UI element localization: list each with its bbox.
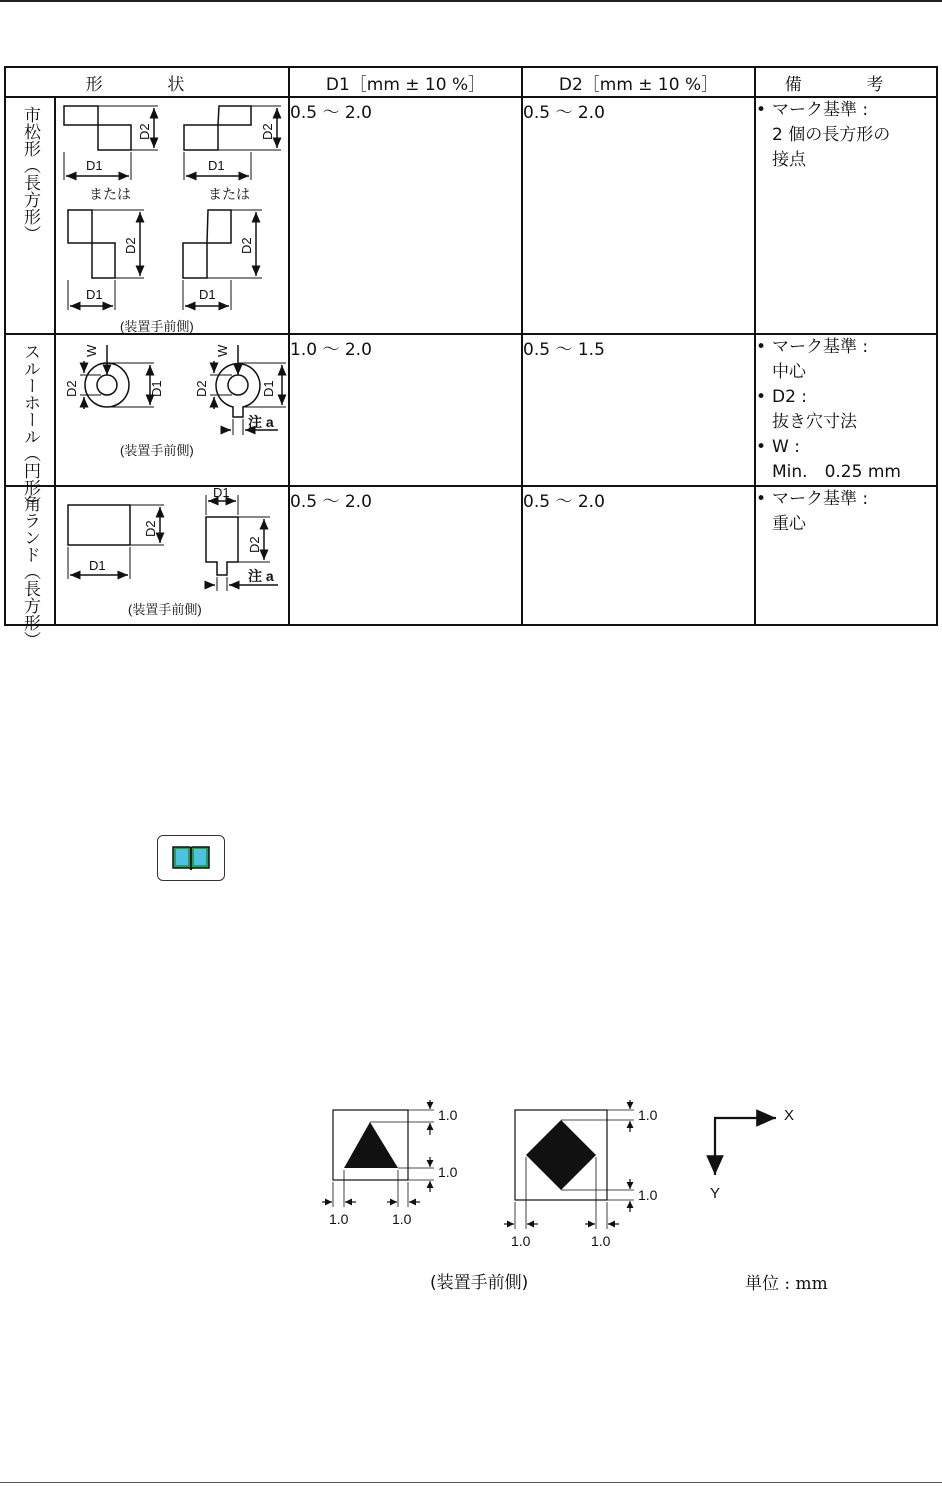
svg-text:1.0: 1.0 [392, 1211, 412, 1227]
svg-text:1.0: 1.0 [329, 1211, 349, 1227]
front-side-caption: (装置手前側) [430, 1273, 529, 1293]
svg-text:D1: D1 [149, 380, 164, 397]
fiducial-mark-dimension-figure [320, 1095, 820, 1255]
svg-text:D1: D1 [208, 158, 225, 173]
table-row [5, 97, 937, 334]
header-d1: D1［mm ± 10 %］ [289, 67, 522, 97]
note-item: • D2 : 抜き穴寸法 [756, 387, 857, 432]
table-row [5, 486, 937, 625]
category-label: 市松形（長方形） [20, 106, 40, 242]
header-notes: 備 考 [755, 67, 937, 97]
svg-text:D2: D2 [194, 380, 209, 397]
d2-range: 0.5 ～ 2.0 [522, 486, 755, 625]
notes-cell [755, 334, 937, 486]
svg-text:注 a: 注 a [248, 414, 274, 430]
svg-text:D1: D1 [213, 487, 230, 500]
svg-text:D1: D1 [261, 380, 276, 397]
shape-figure-cell [55, 486, 289, 625]
svg-text:(装置手前側): (装置手前側) [120, 443, 194, 458]
svg-text:1.0: 1.0 [511, 1233, 531, 1249]
notes-cell [755, 486, 937, 625]
note-item: • マーク基準 : 中心 [756, 337, 869, 382]
svg-text:1.0: 1.0 [638, 1187, 658, 1203]
category-cell [5, 334, 55, 513]
category-cell [5, 97, 55, 334]
category-cell [5, 486, 55, 648]
header-d2: D2［mm ± 10 %］ [522, 67, 755, 97]
svg-text:Y: Y [710, 1185, 721, 1202]
header-shape: 形 状 [5, 67, 289, 97]
bottom-rule [0, 1482, 942, 1483]
shape-figure-cell [55, 334, 289, 486]
svg-text:W: W [215, 344, 230, 357]
through-hole-figure [56, 335, 289, 485]
svg-text:1.0: 1.0 [638, 1107, 658, 1123]
square-land-figure [56, 487, 289, 626]
svg-text:1.0: 1.0 [591, 1233, 611, 1249]
notes-cell [755, 97, 937, 334]
svg-text:X: X [784, 1107, 795, 1124]
note-item: • マーク基準 : 2 個の長方形の 接点 [756, 100, 891, 170]
svg-text:D1: D1 [86, 158, 103, 173]
diamond-mark [526, 1120, 596, 1190]
svg-text:または: または [89, 186, 131, 202]
d2-range: 0.5 ～ 2.0 [522, 97, 755, 334]
svg-text:1.0: 1.0 [438, 1164, 458, 1180]
svg-text:D2: D2 [64, 380, 79, 397]
svg-text:(装置手前側): (装置手前側) [120, 319, 194, 334]
category-label: スルーホール（円形） [20, 343, 40, 513]
note-item: • W : Min. 0.25 mm [756, 437, 901, 482]
svg-text:または: または [208, 186, 250, 202]
svg-text:W: W [84, 344, 99, 357]
svg-text:D2: D2 [239, 237, 254, 254]
category-label: 角ランド（長方形） [20, 495, 40, 648]
fiducial-spec-table [4, 66, 938, 648]
triangle-mark [344, 1122, 398, 1168]
book-icon [157, 835, 225, 881]
note-item: • マーク基準 : 重心 [756, 489, 869, 534]
table-row [5, 334, 937, 486]
svg-text:D2: D2 [143, 520, 158, 537]
svg-text:1.0: 1.0 [438, 1107, 458, 1123]
svg-text:D2: D2 [137, 123, 152, 140]
svg-text:(装置手前側): (装置手前側) [128, 602, 202, 617]
svg-text:D1: D1 [89, 558, 106, 573]
top-rule [0, 0, 942, 2]
shape-figure-cell [55, 97, 289, 334]
table-header-row [5, 67, 937, 97]
d1-range: 0.5 ～ 2.0 [289, 486, 522, 625]
svg-text:D2: D2 [247, 536, 262, 553]
d1-range: 0.5 ～ 2.0 [289, 97, 522, 334]
svg-text:注 a: 注 a [248, 568, 274, 584]
d2-range: 0.5 ～ 1.5 [522, 334, 755, 486]
unit-caption: 単位 : mm [745, 1274, 828, 1294]
checker-shape-figure [56, 98, 289, 335]
svg-text:D2: D2 [260, 123, 275, 140]
svg-text:D1: D1 [86, 287, 103, 302]
svg-text:D1: D1 [199, 287, 216, 302]
d1-range: 1.0 ～ 2.0 [289, 334, 522, 486]
svg-text:D2: D2 [123, 237, 138, 254]
